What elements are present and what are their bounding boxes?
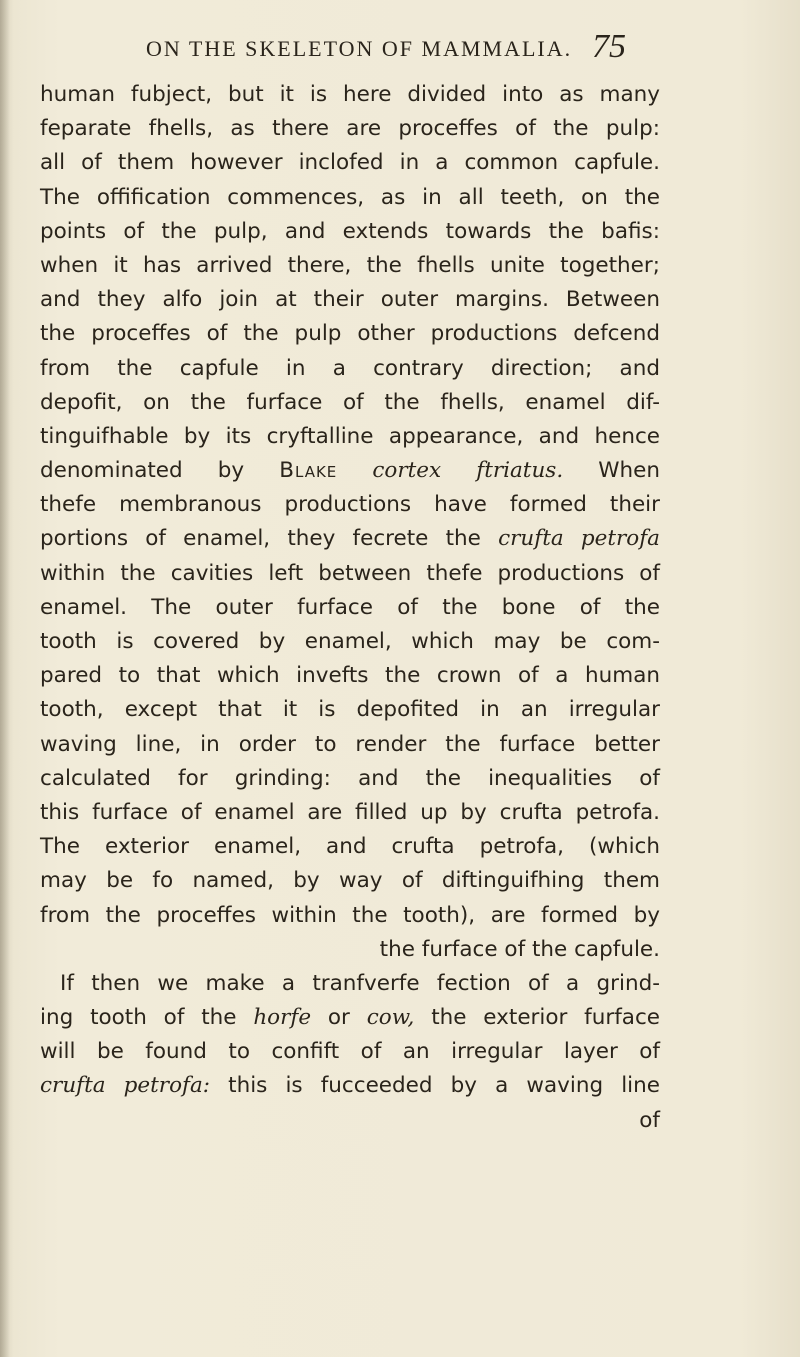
- text-run: When: [563, 458, 661, 484]
- text-run: tooth is covered by enamel, which may be com-: [40, 629, 660, 654]
- text-run: ing tooth of the: [40, 1005, 254, 1031]
- text-line: [40, 625, 660, 659]
- text-line: [40, 112, 660, 146]
- text-line: [40, 728, 660, 762]
- text-run: If then we make a tranfverfe fection of a grind-: [60, 970, 660, 996]
- text-line: [40, 796, 660, 830]
- text-line: [40, 352, 660, 386]
- text-run: within the cavities left between thefe productions of: [40, 560, 660, 586]
- italic-text: cow,: [366, 1005, 415, 1031]
- text-line: [40, 1104, 660, 1138]
- text-run: all of them however inclofed in a common capfule.: [40, 150, 660, 176]
- text-line: [40, 317, 660, 351]
- text-line: [40, 420, 660, 454]
- text-line: [40, 762, 660, 796]
- running-head: [146, 24, 666, 64]
- text-run: [337, 458, 372, 483]
- text-run: pared to that which invefts the crown of a human: [40, 663, 660, 689]
- text-line: [40, 864, 660, 898]
- text-line: [40, 693, 660, 727]
- text-line: [40, 659, 660, 693]
- text-run: from the capfule in a contrary direction; and: [40, 355, 660, 381]
- italic-text: crufta petrofa: [498, 526, 660, 552]
- text-run: waving line, in order to render the furface better: [40, 731, 660, 757]
- text-run: the proceffes of the pulp other productions defcend: [40, 321, 660, 347]
- text-run: the exterior furface: [414, 1005, 660, 1031]
- gutter-shadow: [0, 0, 10, 1357]
- text-line: [40, 899, 660, 933]
- text-line: [40, 557, 660, 591]
- italic-text: horfe: [253, 1005, 312, 1031]
- text-run: feparate fhells, as there are proceffes of the pulp:: [40, 116, 660, 142]
- text-line: [40, 967, 660, 1001]
- text-line: [40, 386, 660, 420]
- text-line: [40, 249, 660, 283]
- text-run: the furface of the capfule.: [379, 936, 660, 962]
- text-line: [40, 146, 660, 180]
- text-run: may be fo named, by way of diftinguifhing them: [40, 868, 660, 894]
- text-line: [40, 1001, 660, 1035]
- page-number: 75: [592, 28, 626, 65]
- running-title: ON THE SKELETON OF MAMMALIA.: [146, 36, 573, 61]
- text-run: when it has arrived there, the fhells unite together;: [40, 252, 660, 278]
- text-run: and they alfo join at their outer margins. Between: [40, 287, 660, 313]
- text-run: The exterior enamel, and crufta petrofa, (which: [40, 834, 660, 860]
- text-run: this furface of enamel are filled up by crufta petrofa.: [40, 799, 660, 825]
- italic-text: cortex ftriatus.: [372, 458, 564, 484]
- text-run: calculated for grinding: and the inequalities of: [40, 765, 660, 791]
- text-line: [40, 283, 660, 317]
- text-run: human fubject, but it is here divided into as many: [40, 82, 660, 107]
- text-line: [40, 488, 660, 522]
- text-run: denominated by: [40, 458, 280, 484]
- text-run: from the proceffes within the tooth), are formed by: [40, 902, 660, 928]
- text-run: will be found to confift of an irregular layer of: [40, 1039, 660, 1065]
- italic-text: crufta petrofa:: [40, 1073, 211, 1099]
- text-run: portions of enamel, they fecrete the: [40, 526, 499, 552]
- text-run: enamel. The outer furface of the bone of the: [40, 594, 660, 620]
- text-run: depofit, on the furface of the fhells, enamel dif-: [40, 389, 660, 415]
- text-line: [40, 830, 660, 864]
- text-run: this is fucceeded by a waving line: [210, 1073, 660, 1099]
- text-line: [40, 522, 660, 556]
- small-caps-text: Blake: [279, 458, 338, 484]
- text-run: thefe membranous productions have formed their: [40, 492, 660, 518]
- text-line: [40, 591, 660, 625]
- text-line: [40, 1069, 660, 1103]
- text-line: [40, 1035, 660, 1069]
- text-run: tinguifhable by its cryftalline appearance, and hence: [40, 423, 660, 449]
- text-line: [40, 78, 660, 112]
- text-line: [40, 933, 660, 967]
- text-line: [40, 215, 660, 249]
- text-run: or: [311, 1005, 367, 1031]
- text-line: [40, 454, 660, 488]
- text-run: points of the pulp, and extends towards the bafis:: [40, 218, 660, 244]
- text-line: [40, 181, 660, 215]
- body-text: [40, 78, 660, 1138]
- text-run: of: [639, 1107, 660, 1133]
- text-run: The offification commences, as in all teeth, on the: [40, 184, 660, 210]
- text-run: tooth, except that it is depofited in an irregular: [40, 697, 660, 723]
